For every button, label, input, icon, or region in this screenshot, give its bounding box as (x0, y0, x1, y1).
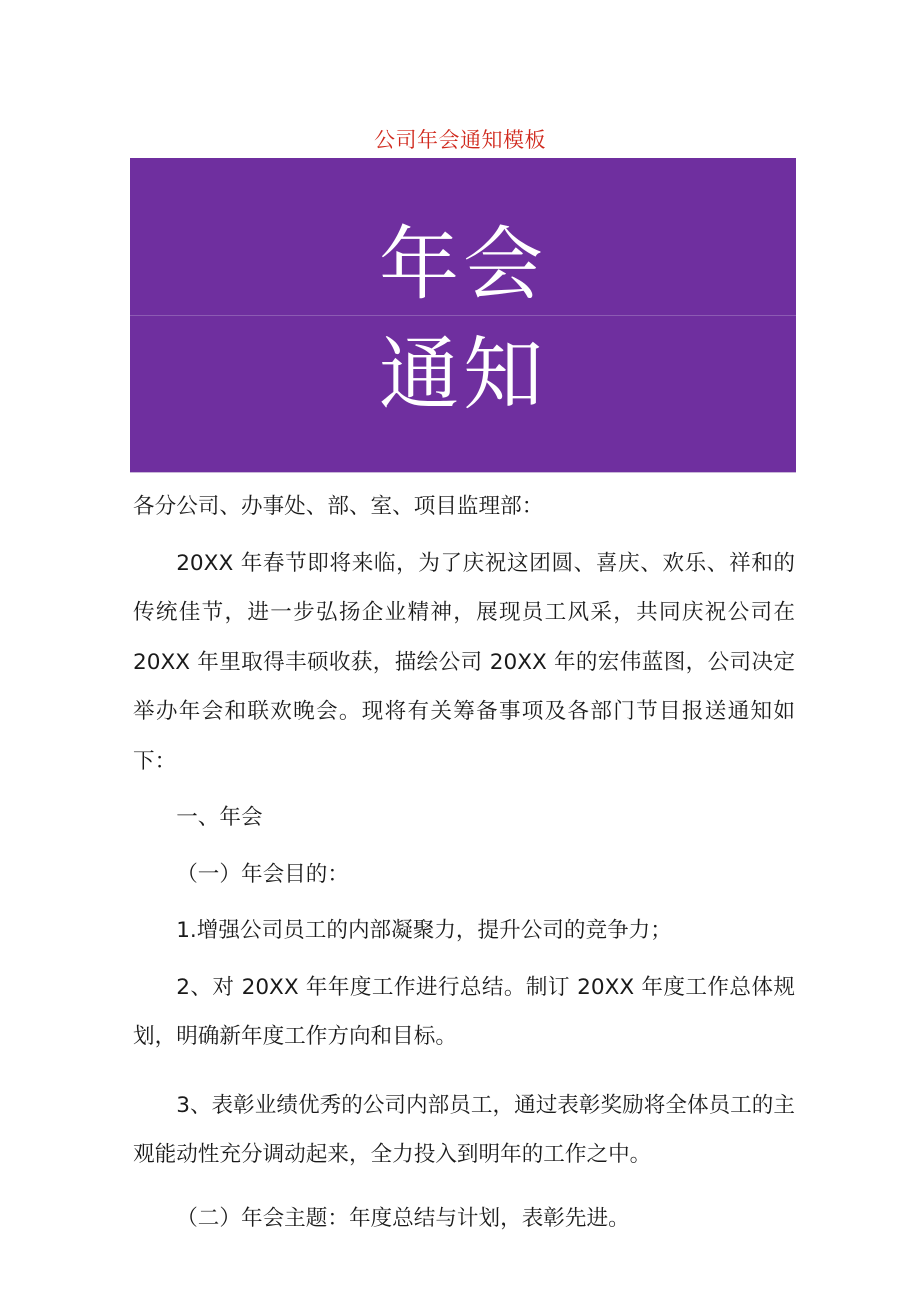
purpose-item-1: 1.增强公司员工的内部凝聚力，提升公司的竞争力； (176, 918, 672, 943)
notice-body (133, 482, 795, 1243)
banner-line-1: 年会 (379, 218, 547, 311)
intro-paragraph: 20XX 年春节即将来临，为了庆祝这团圆、喜庆、欢乐、祥和的传统佳节，进一步弘扬企业精神，展现员工风采，共同庆祝公司在 20XX 年里取得丰硕收获，描绘公司 20XX 年的宏伟蓝图，公司决定举办年会和联欢晚会。现将有关筹备事项及各部门节目报送通知如下： (133, 550, 795, 774)
salutation: 各分公司、办事处、部、室、项目监理部： (133, 494, 544, 519)
purpose-item-2: 2、对 20XX 年年度工作进行总结。制订 20XX 年度工作总体规划，明确新年度工作方向和目标。 (133, 974, 795, 1049)
banner-divider (130, 315, 796, 316)
banner-line-2: 通知 (379, 328, 547, 421)
purpose-item-3: 3、表彰业绩优秀的公司内部员工，通过表彰奖励将全体员工的主观能动性充分调动起来，全力投入到明年的工作之中。 (133, 1092, 795, 1167)
subsection-heading-theme: （二）年会主题：年度总结与计划，表彰先进。 (176, 1205, 630, 1231)
subsection-heading-purpose: （一）年会目的： (176, 861, 349, 887)
title-banner (130, 158, 796, 473)
section-heading-annual-meeting: 一、年会 (176, 805, 263, 830)
document-title: 公司年会通知模板 (374, 128, 546, 152)
